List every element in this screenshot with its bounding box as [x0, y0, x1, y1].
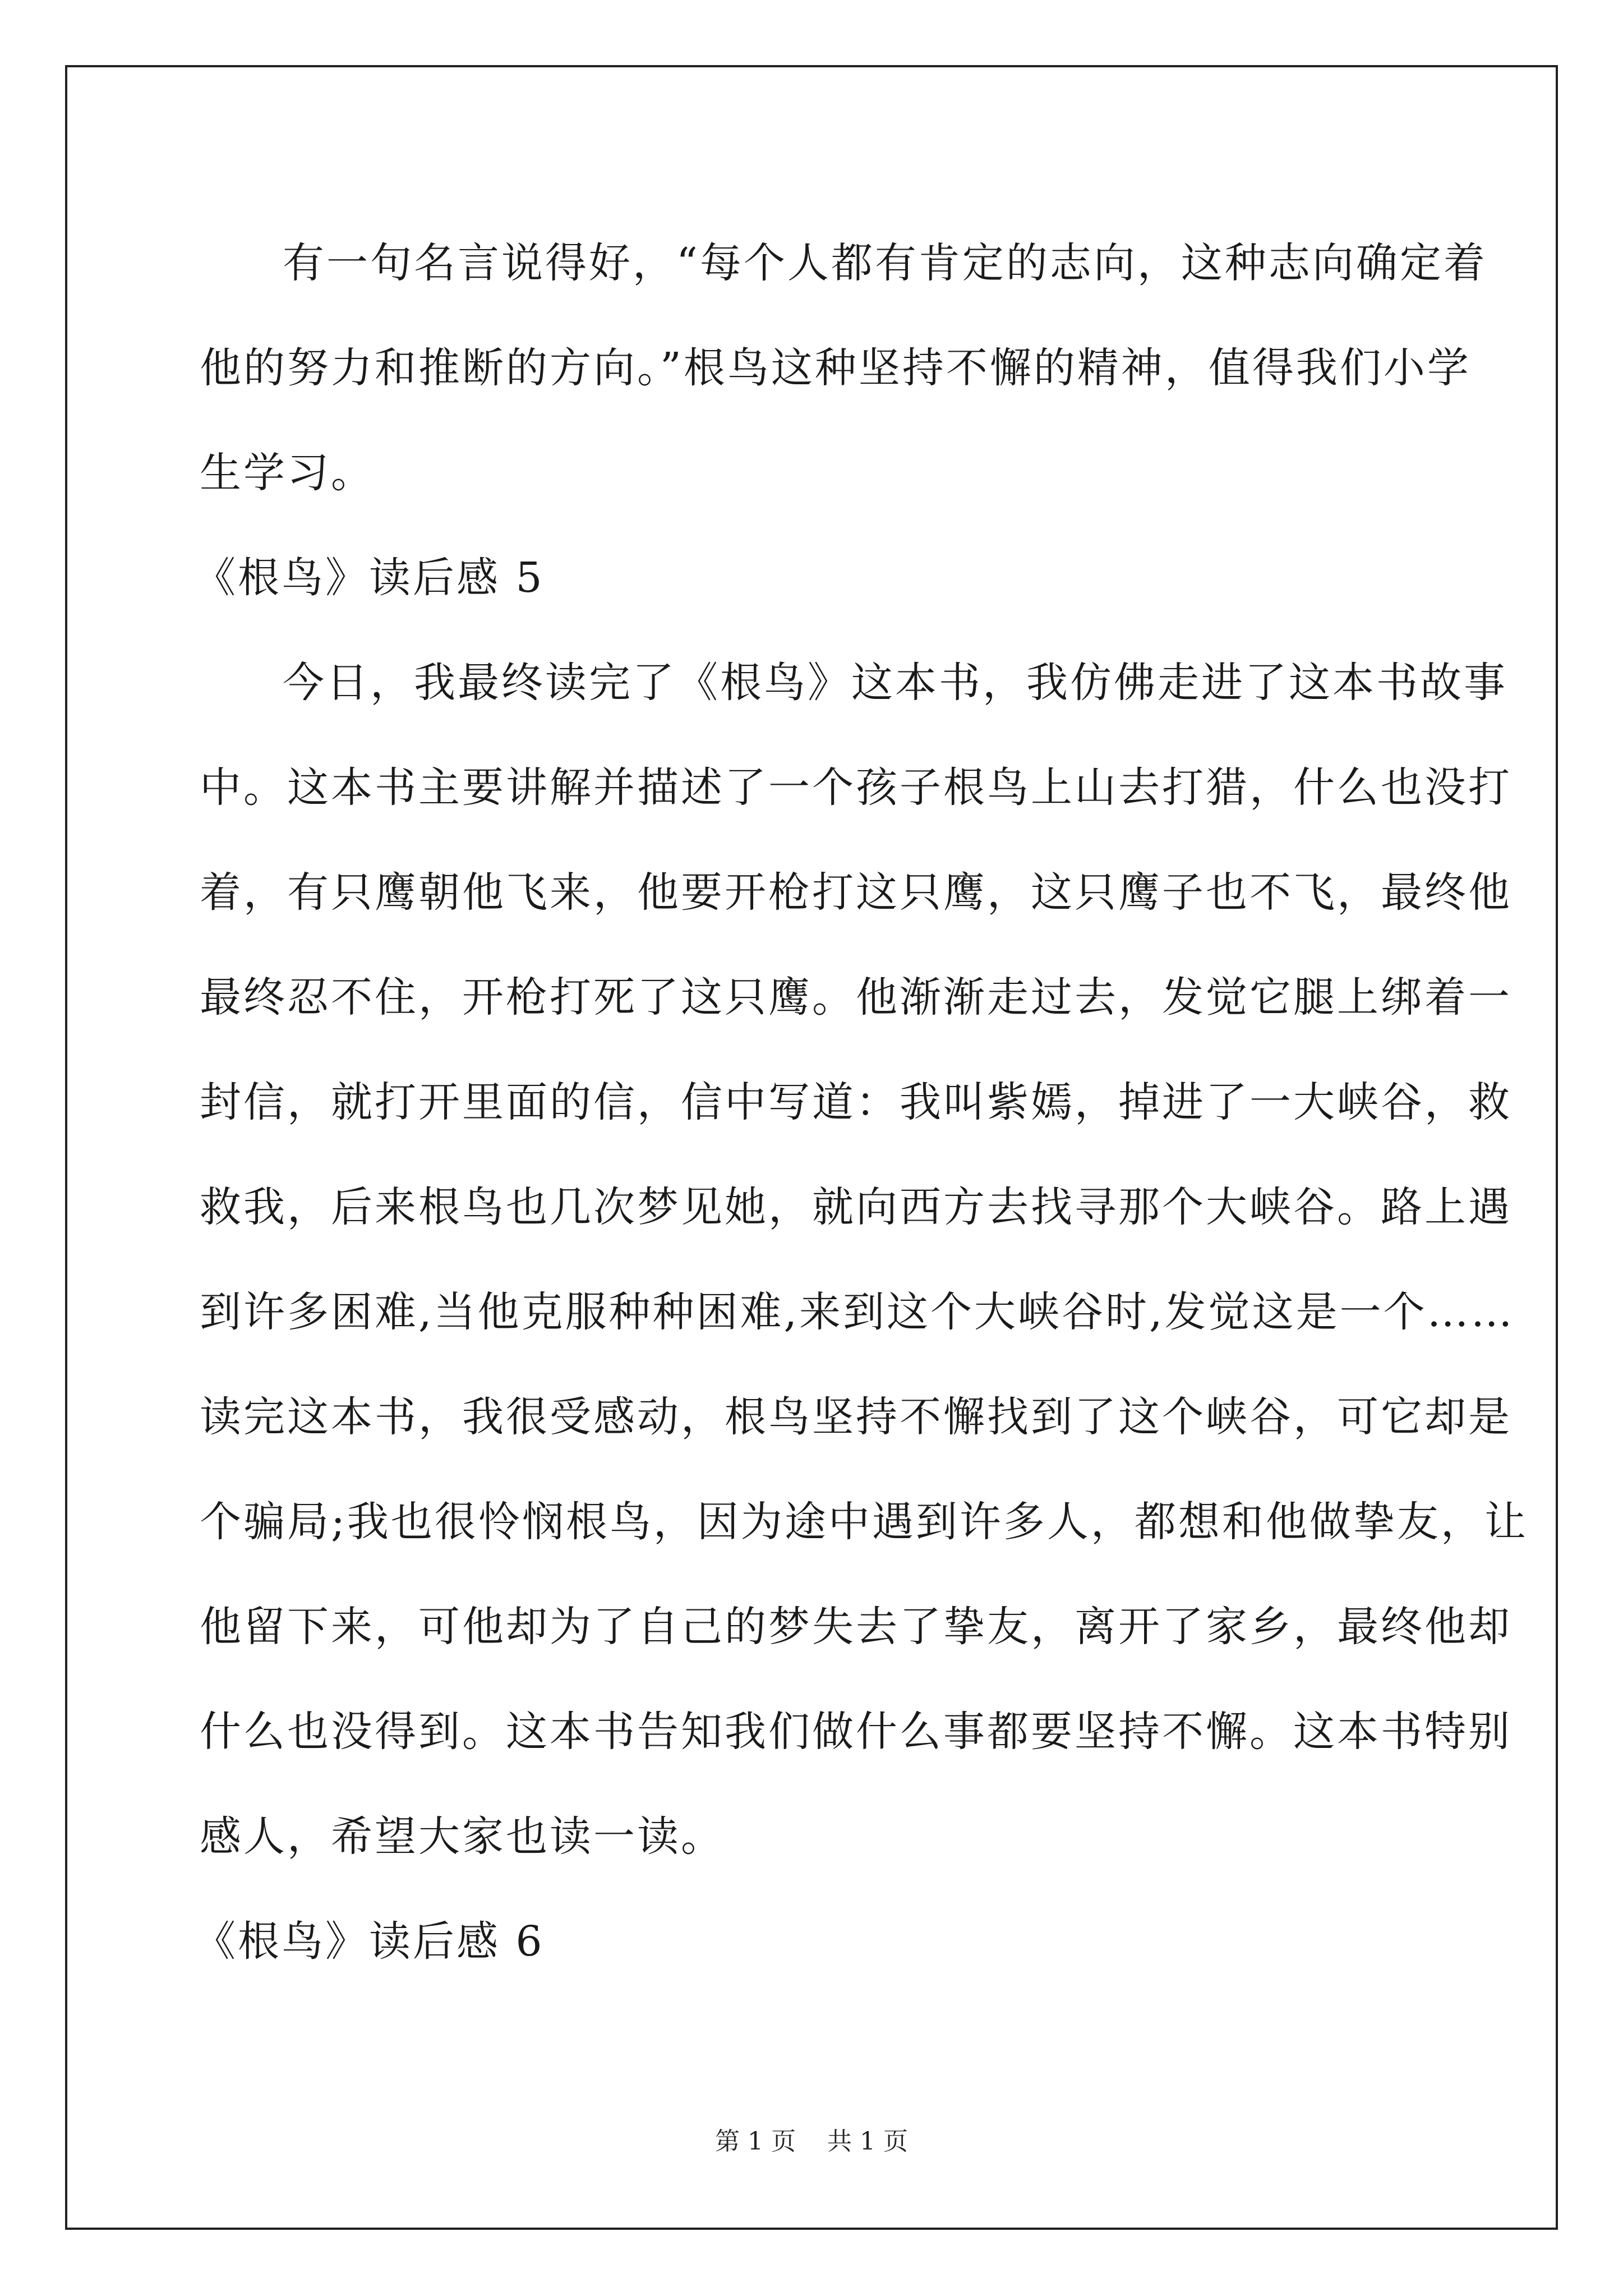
- paragraph-line: 着，有只鹰朝他飞来，他要开枪打这只鹰，这只鹰子也不飞，最终他: [200, 868, 1512, 917]
- page-number-total: 共 1 页: [827, 2127, 908, 2156]
- section-heading: 《根鸟》读后感 6: [194, 1917, 545, 1966]
- paragraph-line: 什么也没得到。这本书告知我们做什么事都要坚持不懈。这本书特别: [200, 1708, 1512, 1756]
- paragraph-line: 读完这本书，我很受感动，根鸟坚持不懈找到了这个峡谷，可它却是: [200, 1393, 1512, 1441]
- paragraph-line: 中。这本书主要讲解并描述了一个孩子根鸟上山去打猎，什么也没打: [200, 763, 1512, 812]
- paragraph-line: 生学习。: [200, 449, 375, 497]
- paragraph-line: 他的努力和推断的方向。”根鸟这种坚持不懈的精神，值得我们小学: [200, 344, 1471, 392]
- paragraph-line: 他留下来，可他却为了自己的梦失去了挚友，离开了家乡，最终他却: [200, 1603, 1512, 1651]
- paragraph-line: 到许多困难,当他克服种种困难,来到这个大峡谷时,发觉这是一个……: [200, 1288, 1515, 1336]
- paragraph-line: 封信，就打开里面的信，信中写道：我叫紫嫣，掉进了一大峡谷，救: [200, 1078, 1512, 1126]
- paragraph-line: 个骗局;我也很怜悯根鸟，因为途中遇到许多人，都想和他做挚友，让: [200, 1498, 1528, 1546]
- paragraph-line: 今日，我最终读完了《根鸟》这本书，我仿佛走进了这本书故事: [283, 659, 1507, 707]
- page-footer: [0, 2125, 1623, 2159]
- document-body: [194, 211, 1528, 1994]
- paragraph-line: 最终忍不住，开枪打死了这只鹰。他渐渐走过去，发觉它腿上绑着一: [200, 973, 1512, 1022]
- paragraph-line: 救我，后来根鸟也几次梦见她，就向西方去找寻那个大峡谷。路上遇: [200, 1183, 1512, 1231]
- paragraph-line: 感人，希望大家也读一读。: [200, 1812, 725, 1861]
- section-heading: 《根鸟》读后感 5: [194, 554, 545, 602]
- paragraph-line: 有一句名言说得好，“每个人都有肯定的志向，这种志向确定着: [283, 239, 1487, 287]
- page-number-current: 第 1 页: [715, 2127, 796, 2156]
